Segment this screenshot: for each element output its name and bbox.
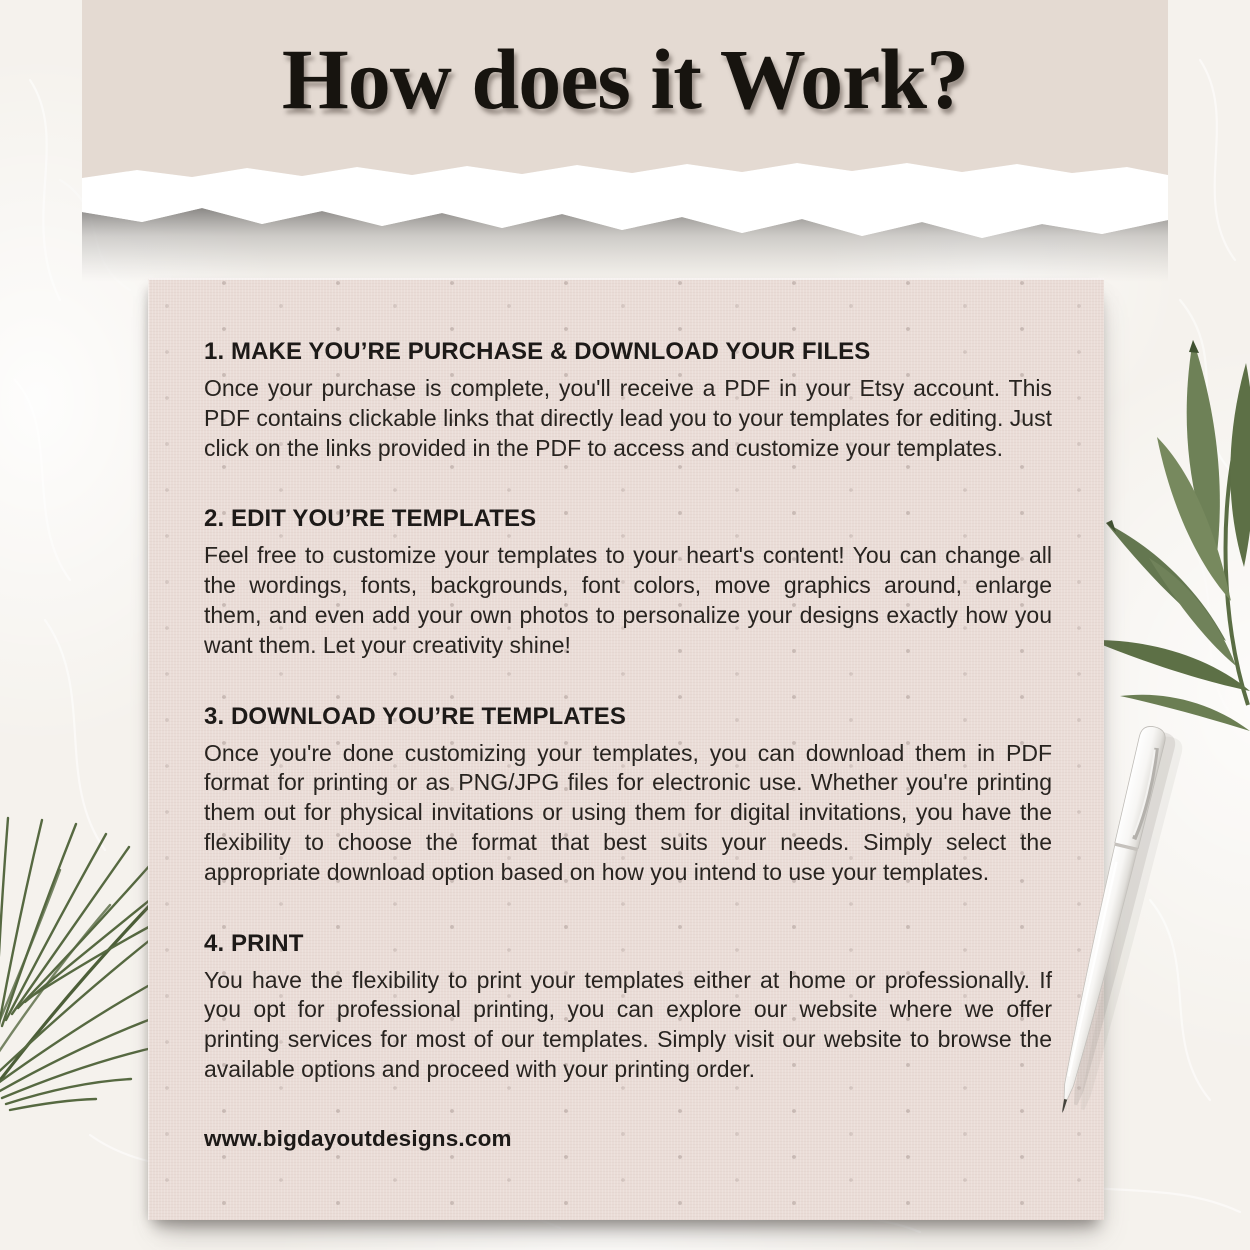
step-body: Feel free to customize your templates to your heart's content! You can change all the wordings, fonts, backgrounds, font colors, move graphics around, enlarge them, and even add your own photos to personalize your designs exactly how you want them. Let your creativity shine! <box>204 542 1052 658</box>
step-body: Once you're done customizing your templates, you can download them in PDF format for printing or as PNG/JPG files for electronic use. Whether you're printing them out for physical invitations or using them for digital invitations, you have the flexibility to choose the format that best suits your needs. Simply select the appropriate download option based on how you intend to use your templates. <box>204 739 1052 885</box>
step-heading: 4. PRINT <box>204 929 304 957</box>
step-body: You have the flexibility to print your templates either at home or professionally. If you opt for professional printing, you can explore our website where we offer printing services for most of our templates. Simply visit our website to browse the available options and proceed with your printing order. <box>204 966 1052 1082</box>
step-section-4 <box>204 929 1052 1085</box>
page-title: How does it Work? <box>281 31 969 127</box>
step-heading: 1. MAKE YOU’RE PURCHASE & DOWNLOAD YOUR FILES <box>204 338 871 365</box>
step-section-2 <box>204 504 1052 660</box>
instructions-card <box>148 278 1104 1220</box>
step-heading: 2. EDIT YOU’RE TEMPLATES <box>204 505 537 533</box>
website-url: www.bigdayoutdesigns.com <box>204 1125 512 1151</box>
leaf-branch-decoration <box>1090 340 1250 731</box>
step-body: Once your purchase is complete, you'll receive a PDF in your Etsy account. This PDF contains clickable links that directly lead you to your templates for editing. Just click on the links provided in the PDF to access and customize your templates. <box>204 375 1052 461</box>
step-heading: 3. DOWNLOAD YOU’RE TEMPLATES <box>204 702 626 730</box>
step-section-1 <box>204 337 1052 463</box>
step-section-3 <box>204 702 1052 888</box>
